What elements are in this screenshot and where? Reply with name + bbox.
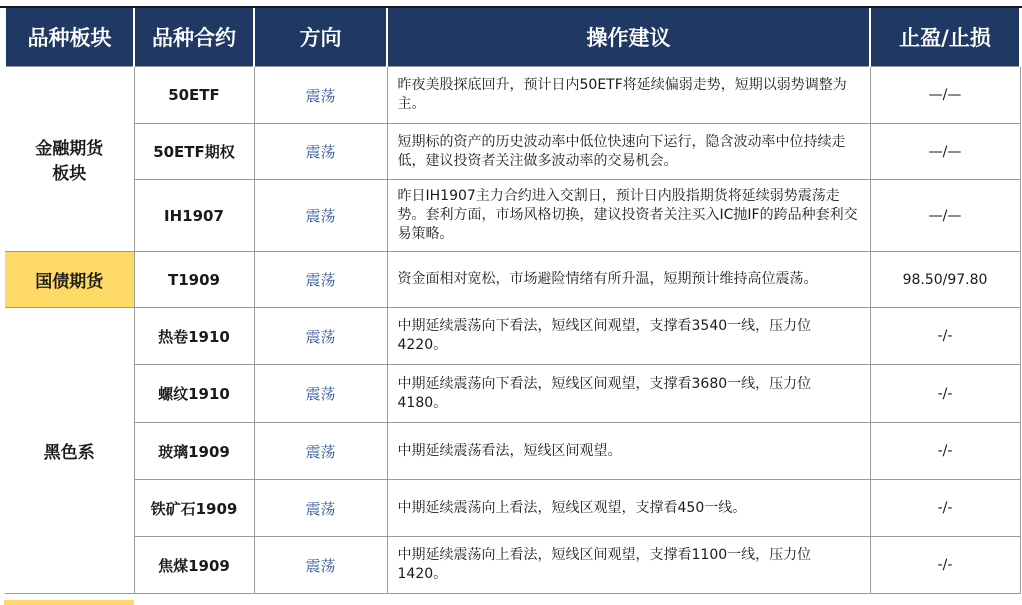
next-group-strip bbox=[4, 600, 134, 605]
table-row bbox=[5, 308, 1020, 365]
header-row bbox=[5, 8, 1020, 67]
stop-cell: -/- bbox=[870, 423, 1020, 480]
table-row bbox=[5, 537, 1020, 594]
table-row bbox=[5, 423, 1020, 480]
advice-cell: 中期延续震荡看法，短线区间观望。 bbox=[387, 423, 870, 480]
contract-cell: IH1907 bbox=[134, 180, 254, 252]
advice-cell: 昨夜美股探底回升，预计日内50ETF将延续偏弱走势，短期以弱势调整为主。 bbox=[387, 67, 870, 124]
contract-cell: 铁矿石1909 bbox=[134, 480, 254, 537]
table-row bbox=[5, 365, 1020, 423]
top-rule bbox=[0, 0, 1022, 8]
advice-cell: 资金面相对宽松，市场避险情绪有所升温，短期预计维持高位震荡。 bbox=[387, 252, 870, 308]
advice-cell: 中期延续震荡向上看法，短线区观望，支撑看450一线。 bbox=[387, 480, 870, 537]
table-row bbox=[5, 124, 1020, 180]
direction-cell: 震荡 bbox=[254, 180, 387, 252]
direction-cell: 震荡 bbox=[254, 537, 387, 594]
stop-cell: -/- bbox=[870, 365, 1020, 423]
advice-cell: 中期延续震荡向下看法，短线区间观望，支撑看3540一线，压力位4220。 bbox=[387, 308, 870, 365]
stop-cell: —/— bbox=[870, 180, 1020, 252]
direction-cell: 震荡 bbox=[254, 423, 387, 480]
direction-cell: 震荡 bbox=[254, 67, 387, 124]
contract-cell: 热卷1910 bbox=[134, 308, 254, 365]
table-row bbox=[5, 67, 1020, 124]
direction-cell: 震荡 bbox=[254, 124, 387, 180]
advice-cell: 短期标的资产的历史波动率中低位快速向下运行，隐含波动率中位持续走低，建议投资者关注做多波动率的交易机会。 bbox=[387, 124, 870, 180]
contract-cell: 50ETF期权 bbox=[134, 124, 254, 180]
group-black: 黑色系 bbox=[5, 308, 134, 594]
table-row bbox=[5, 252, 1020, 308]
stop-cell: -/- bbox=[870, 537, 1020, 594]
stop-cell: 98.50/97.80 bbox=[870, 252, 1020, 308]
header-advice: 操作建议 bbox=[387, 8, 870, 67]
advice-cell: 中期延续震荡向下看法，短线区间观望，支撑看3680一线，压力位4180。 bbox=[387, 365, 870, 423]
stop-cell: -/- bbox=[870, 480, 1020, 537]
table-row bbox=[5, 480, 1020, 537]
advice-cell: 昨日IH1907主力合约进入交割日，预计日内股指期货将延续弱势震荡走势。套利方面，市场风格切换，建议投资者关注买入IC抛IF的跨品种套利交易策略。 bbox=[387, 180, 870, 252]
group-bond: 国债期货 bbox=[5, 252, 134, 308]
contract-cell: 50ETF bbox=[134, 67, 254, 124]
contract-cell: 焦煤1909 bbox=[134, 537, 254, 594]
contract-cell: 螺纹1910 bbox=[134, 365, 254, 423]
header-direction: 方向 bbox=[254, 8, 387, 67]
strategy-table bbox=[4, 8, 1021, 594]
group-finance: 金融期货 板块 bbox=[5, 67, 134, 252]
contract-cell: 玻璃1909 bbox=[134, 423, 254, 480]
header-contract: 品种合约 bbox=[134, 8, 254, 67]
table-row bbox=[5, 180, 1020, 252]
stop-cell: -/- bbox=[870, 308, 1020, 365]
direction-cell: 震荡 bbox=[254, 252, 387, 308]
direction-cell: 震荡 bbox=[254, 365, 387, 423]
stop-cell: —/— bbox=[870, 67, 1020, 124]
direction-cell: 震荡 bbox=[254, 308, 387, 365]
header-stop: 止盈/止损 bbox=[870, 8, 1020, 67]
contract-cell: T1909 bbox=[134, 252, 254, 308]
stop-cell: —/— bbox=[870, 124, 1020, 180]
direction-cell: 震荡 bbox=[254, 480, 387, 537]
header-category: 品种板块 bbox=[5, 8, 134, 67]
advice-cell: 中期延续震荡向上看法，短线区间观望，支撑看1100一线，压力位1420。 bbox=[387, 537, 870, 594]
